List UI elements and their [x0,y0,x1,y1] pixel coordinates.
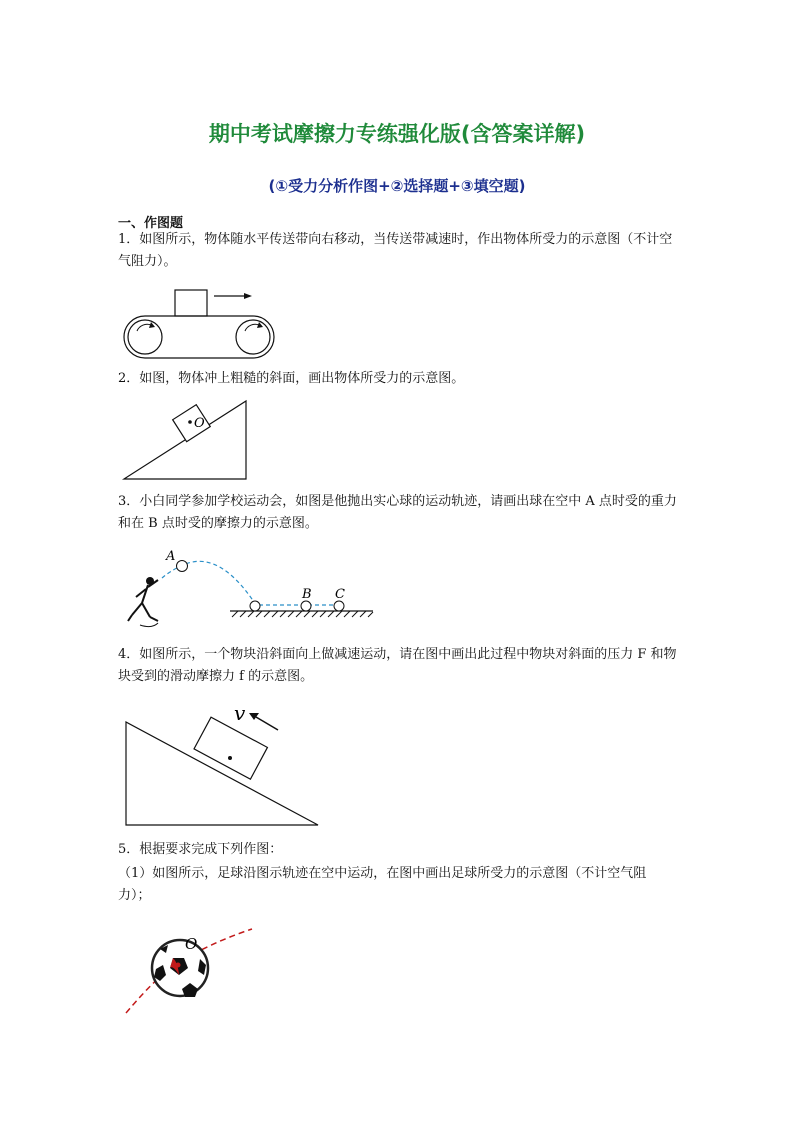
point-b-label: B [302,587,312,602]
ball-landing [250,601,260,611]
point-a-label: A [166,549,176,564]
question-5-text: 5．根据要求完成下列作图： [118,842,283,857]
velocity-label: v [234,701,246,725]
belt-outline [124,316,274,358]
block-on-belt [175,290,207,316]
left-pulley [128,320,162,354]
incline-block-figure [118,700,328,830]
conveyor-belt-figure [118,284,288,360]
football-figure [118,925,258,1017]
question-2-text: 2．如图，物体冲上粗糙的斜面，画出物体所受力的示意图。 [118,371,465,386]
question-3-text: 3．小白同学参加学校运动会，如图是他抛出实心球的运动轨迹，请画出球在空中 A 点时受的重力和在 B 点时受的摩擦力的示意图。 [118,494,677,531]
shot-put-figure [118,545,378,635]
question-5-1-text: （1）如图所示，足球沿图示轨迹在空中运动，在图中画出足球所受力的示意图（不计空气阻力）； [118,866,647,903]
ball-at-c [334,601,344,611]
right-pulley [236,320,270,354]
question-4-text: 4．如图所示，一个物块沿斜面向上做减速运动，请在图中画出此过程中物块对斜面的压力 F 和物块受到的滑动摩擦力 f 的示意图。 [118,647,677,684]
ball-trajectory [162,561,338,605]
page-subtitle: (①受力分析作图+②选择题+③填空题) [268,177,526,195]
velocity-arrow [256,717,278,730]
athlete-figure [128,577,158,621]
rough-incline-figure [118,396,258,482]
ball-at-a [177,561,188,572]
point-o-label: O [185,935,198,953]
point-c-label: C [335,587,345,602]
ball-at-b [301,601,311,611]
section-heading-drawing: 一、作图题 [118,216,184,231]
point-o-label: O [194,416,205,431]
question-1-text: 1．如图所示，物体随水平传送带向右移动，当传送带减速时，作出物体所受力的示意图（不计空气阻力）。 [118,232,673,269]
page-title: 期中考试摩擦力专练强化版(含答案详解) [208,122,586,146]
